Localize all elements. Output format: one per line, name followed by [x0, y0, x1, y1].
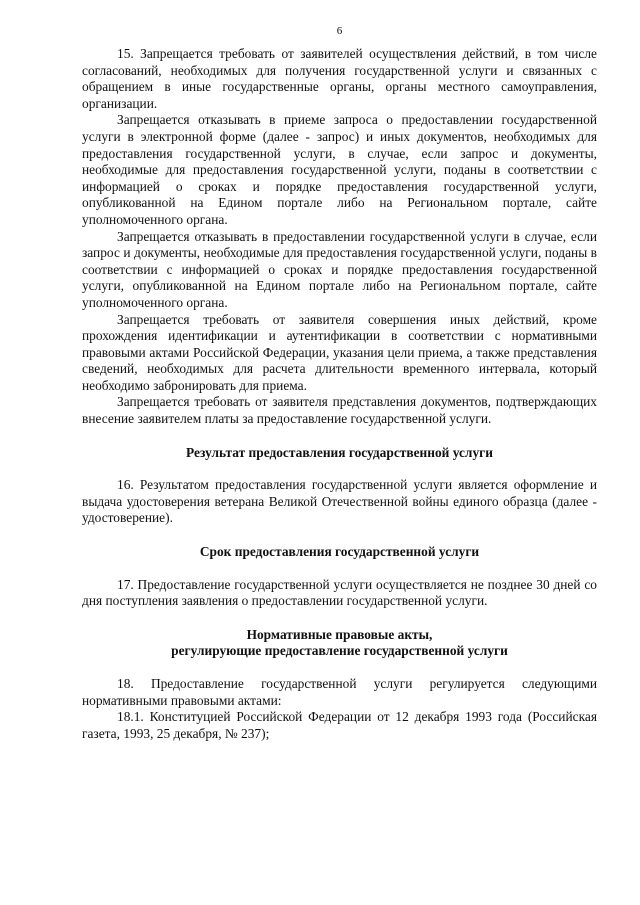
paragraph-15-request-reception: Запрещается отказывать в приеме запроса о предоставлении государственной услуги в электронной форме (далее - запрос) и иных документов, необходимых для предоставления государственной услуги, в случае, если запрос и документы, необходимые для предоставления государственной услуги, поданы в соответствии с информацией о сроках и порядке предоставления государственной услуги, опубликованной на Едином портале либо на Региональном портале, сайте уполномоченного органа.: [82, 112, 597, 227]
page-number: 6: [336, 25, 343, 37]
heading-legal-acts: [82, 627, 597, 660]
heading-legal-acts-line-2: регулирующие предоставление государственной услуги: [171, 643, 508, 659]
heading-service-term: Срок предоставления государственной услуги: [199, 544, 480, 560]
paragraph-15-other-actions: Запрещается требовать от заявителя совершения иных действий, кроме прохождения идентификации и аутентификации в соответствии с нормативными правовыми актами Российской Федерации, указания цели приема, а также представления сведений, необходимых для расчета длительности временного интервала, который необходимо забронировать для приема.: [82, 311, 597, 393]
document-body: [82, 46, 597, 742]
paragraph-15-payment-documents: Запрещается требовать от заявителя представления документов, подтверждающих внесение заявителем платы за предоставление государственной услуги.: [82, 394, 597, 427]
paragraph-17: 17. Предоставление государственной услуги осуществляется не позднее 30 дней со дня поступления заявления о предоставлении государственной услуги.: [82, 576, 597, 609]
paragraph-18-1: 18.1. Конституцией Российской Федерации от 12 декабря 1993 года (Российская газета, 1993, 25 декабря, № 237);: [82, 709, 597, 741]
paragraph-15: 15. Запрещается требовать от заявителей осуществления действий, в том числе согласований, необходимых для получения государственной услуги и связанных с обращением в иные государственные органы, органы местного самоуправления, организации.: [82, 46, 597, 111]
paragraph-16: 16. Результатом предоставления государственной услуги является оформление и выдача удостоверения ветерана Великой Отечественной войны единого образца (далее - удостоверение).: [82, 477, 597, 526]
heading-service-result: Результат предоставления государственной услуги: [186, 444, 493, 460]
paragraph-18: 18. Предоставление государственной услуги регулируется следующими нормативными правовыми актами:: [82, 676, 597, 708]
paragraph-15-service-refusal: Запрещается отказывать в предоставлении государственной услуги в случае, если запрос и документы, необходимые для предоставления государственной услуги, поданы в соответствии с информацией о сроках и порядке предоставления государственной услуги, опубликованной на Едином портале либо на Региональном портале, сайте уполномоченного органа.: [82, 228, 597, 310]
heading-legal-acts-line-1: Нормативные правовые акты,: [246, 626, 433, 642]
